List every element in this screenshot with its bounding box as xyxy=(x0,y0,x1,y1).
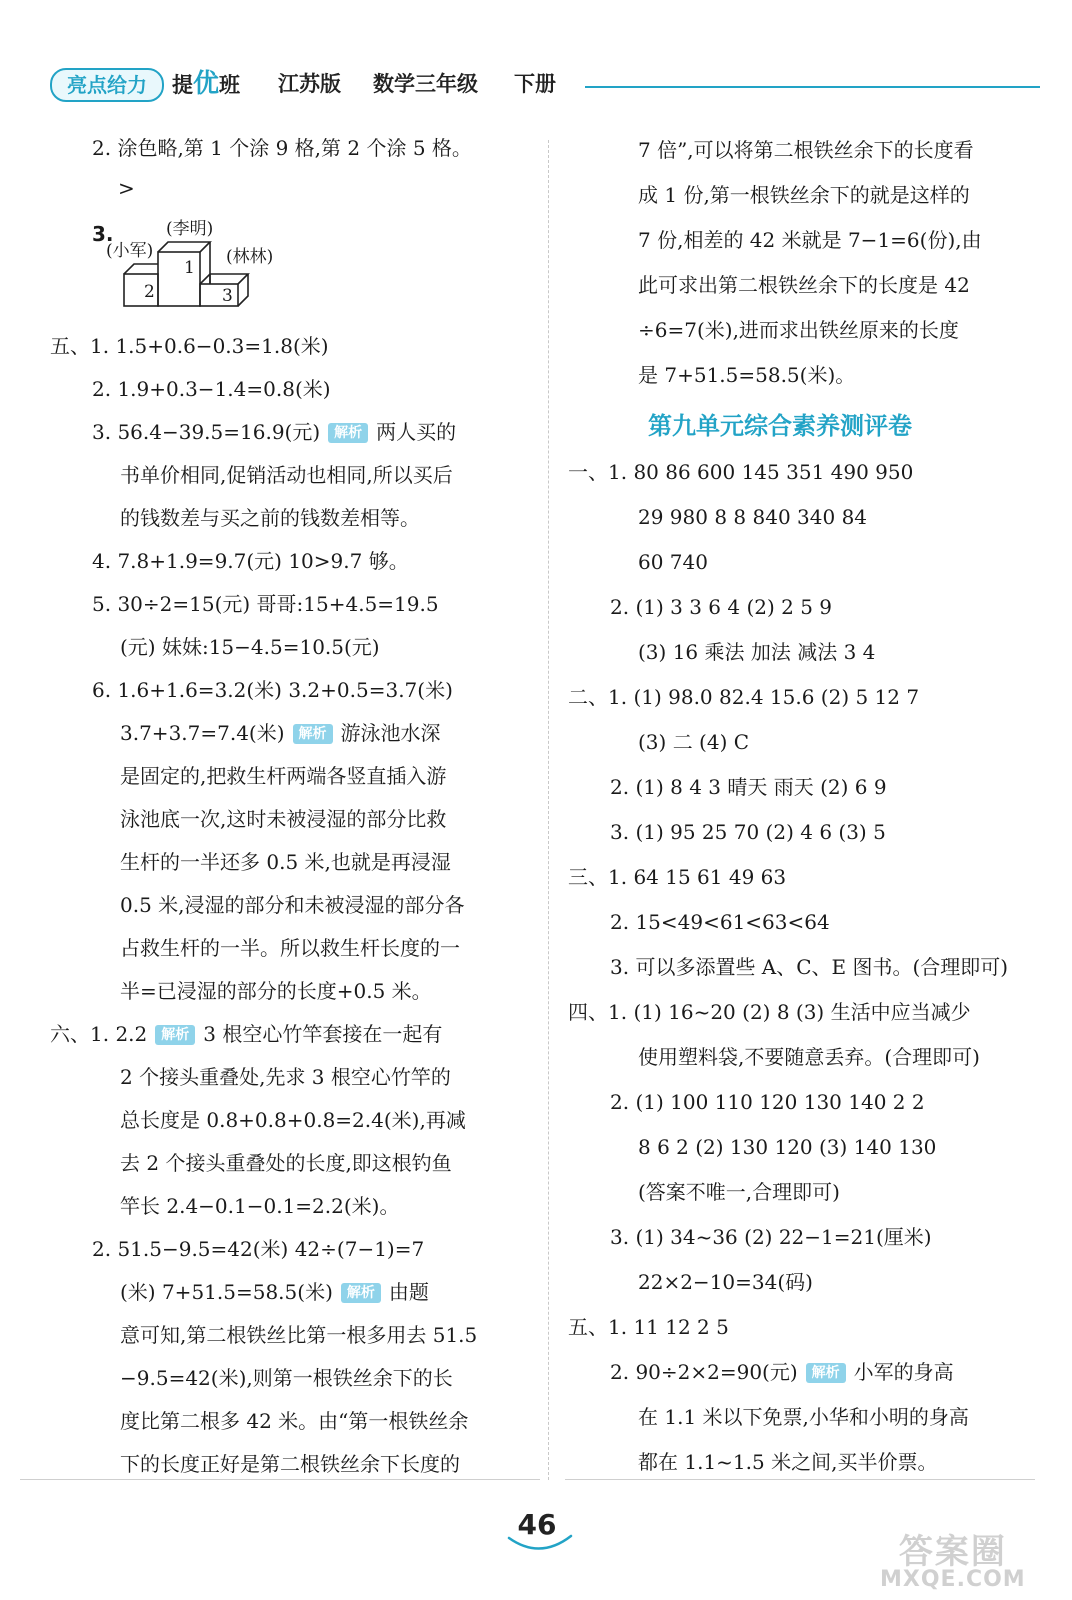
answer-line: (3) 二 (4) C xyxy=(638,730,750,754)
answer-text: 3. 56.4−39.5=16.9(元) xyxy=(92,420,321,444)
answer-number: 3. xyxy=(92,222,114,246)
watermark xyxy=(880,1532,1026,1592)
page-number-swoosh xyxy=(505,1530,575,1558)
answer-line xyxy=(120,719,441,747)
brand-badge: 亮点给力 xyxy=(50,68,164,102)
answer-line: 2. 1.9+0.3−1.4=0.8(米) xyxy=(92,377,331,401)
answer-line: 使用塑料袋,不要随意丢弃。(合理即可) xyxy=(638,1045,980,1069)
answer-line: 2. 15<49<61<63<64 xyxy=(610,910,830,934)
brand-post: 班 xyxy=(219,73,241,97)
podium-label-right: (林林) xyxy=(226,247,274,267)
answer-line: 的钱数差与买之前的钱数差相等。 xyxy=(120,506,420,530)
answer-line: 泳池底一次,这时未被浸湿的部分比救 xyxy=(120,807,447,831)
answer-line: 意可知,第二根铁丝比第一根多用去 51.5 xyxy=(120,1323,478,1347)
header-rule xyxy=(585,86,1040,88)
volume-label: 下册 xyxy=(514,72,556,96)
answer-text: 2. 90÷2×2=90(元) xyxy=(610,1360,798,1384)
analysis-tag: 解析 xyxy=(328,423,368,443)
answer-line xyxy=(92,418,456,446)
answer-line: 2. 涂色略,第 1 个涂 9 格,第 2 个涂 5 格。 xyxy=(92,136,472,160)
answer-line: 总长度是 0.8+0.8+0.8=2.4(米),再减 xyxy=(120,1108,466,1132)
podium-label-top: (李明) xyxy=(166,219,214,239)
answer-line xyxy=(120,1278,429,1306)
answer-text: 六、1. 2.2 xyxy=(50,1022,148,1046)
answer-line xyxy=(50,1020,442,1048)
answer-line: 3. (1) 95 25 70 (2) 4 6 (3) 5 xyxy=(610,820,886,844)
page-header xyxy=(50,66,1040,106)
answer-line: 五、1. 11 12 2 5 xyxy=(568,1315,729,1339)
answer-text: 3.7+3.7=7.4(米) xyxy=(120,721,285,745)
analysis-tag: 解析 xyxy=(806,1363,846,1383)
answer-line xyxy=(610,1358,954,1386)
bottom-rule-left xyxy=(20,1479,540,1480)
answer-line: 8 6 2 (2) 130 120 (3) 140 130 xyxy=(638,1135,937,1159)
answer-line: −9.5=42(米),则第一根铁丝余下的长 xyxy=(120,1366,453,1390)
answer-line: 3. 可以多添置些 A、C、E 图书。(合理即可) xyxy=(610,955,1009,979)
answer-line: 是 7+51.5=58.5(米)。 xyxy=(638,363,856,387)
answer-line: 2. (1) 100 110 120 130 140 2 2 xyxy=(610,1090,925,1114)
answer-text: 3 根空心竹竿套接在一起有 xyxy=(203,1022,443,1046)
answer-line: 4. 7.8+1.9=9.7(元) 10>9.7 够。 xyxy=(92,549,409,573)
brand-mid: 优 xyxy=(193,69,220,99)
answer-text: 小军的身高 xyxy=(853,1360,954,1384)
podium-number-1: 1 xyxy=(184,258,195,278)
analysis-tag: 解析 xyxy=(293,724,333,744)
podium-number-2: 2 xyxy=(144,282,155,302)
answer-line: 都在 1.1~1.5 米之间,买半价票。 xyxy=(638,1450,938,1474)
brand-pre: 提 xyxy=(172,73,193,97)
answer-line: > xyxy=(118,176,135,200)
answer-line: 此可求出第二根铁丝余下的长度是 42 xyxy=(638,273,970,297)
answer-line: 2. (1) 8 4 3 晴天 雨天 (2) 6 9 xyxy=(610,775,887,799)
answer-line: 竿长 2.4−0.1−0.1=2.2(米)。 xyxy=(120,1194,400,1218)
answer-line: 7 倍”,可以将第二根铁丝余下的长度看 xyxy=(638,138,974,162)
subject-label: 数学三年级 xyxy=(373,72,478,96)
watermark-url: MXQE.COM xyxy=(880,1567,1026,1592)
analysis-tag: 解析 xyxy=(155,1025,195,1045)
answer-text: 由题 xyxy=(388,1280,429,1304)
answer-line: 三、1. 64 15 61 49 63 xyxy=(568,865,787,889)
analysis-tag: 解析 xyxy=(341,1283,381,1303)
answer-line: 成 1 份,第一根铁丝余下的就是这样的 xyxy=(638,183,970,207)
answer-line: 五、1. 1.5+0.6−0.3=1.8(米) xyxy=(50,334,329,358)
answer-text: 游泳池水深 xyxy=(340,721,441,745)
answer-line: 3. (1) 34~36 (2) 22−1=21(厘米) xyxy=(610,1225,932,1249)
answer-text: 两人买的 xyxy=(376,420,457,444)
answer-line: 0.5 米,浸湿的部分和未被浸湿的部分各 xyxy=(120,893,465,917)
podium-label-left: (小军) xyxy=(106,241,154,261)
answer-line: 5. 30÷2=15(元) 哥哥:15+4.5=19.5 xyxy=(92,592,439,616)
edition-label: 江苏版 xyxy=(278,72,341,96)
answer-line: ÷6=7(米),进而求出铁丝原来的长度 xyxy=(638,318,959,342)
answer-line: 2. 51.5−9.5=42(米) 42÷(7−1)=7 xyxy=(92,1237,425,1261)
answer-line: 2 个接头重叠处,先求 3 根空心竹竿的 xyxy=(120,1065,451,1089)
answer-line: 是固定的,把救生杆两端各竖直插入游 xyxy=(120,764,447,788)
answer-line: 书单价相同,促销活动也相同,所以买后 xyxy=(120,463,453,487)
answer-line: 占救生杆的一半。所以救生杆长度的一 xyxy=(120,936,460,960)
podium-diagram xyxy=(106,219,314,314)
brand-title xyxy=(172,68,240,101)
answer-line: (3) 16 乘法 加法 减法 3 4 xyxy=(638,640,876,664)
answer-line: 60 740 xyxy=(638,550,708,574)
answer-line: 7 份,相差的 42 米就是 7−1=6(份),由 xyxy=(638,228,982,252)
answer-line: 一、1. 80 86 600 145 351 490 950 xyxy=(568,460,914,484)
section-title: 第九单元综合素养测评卷 xyxy=(648,412,912,440)
watermark-title: 答案圈 xyxy=(898,1532,1007,1572)
answer-line: 2. (1) 3 3 6 4 (2) 2 5 9 xyxy=(610,595,833,619)
answer-line: 下的长度正好是第二根铁丝余下长度的 xyxy=(120,1452,460,1476)
answer-line: (元) 妹妹:15−4.5=10.5(元) xyxy=(120,635,380,659)
answer-text: (米) 7+51.5=58.5(米) xyxy=(120,1280,333,1304)
answer-line: 四、1. (1) 16~20 (2) 8 (3) 生活中应当减少 xyxy=(568,1000,971,1024)
podium-number-3: 3 xyxy=(222,286,233,306)
bottom-rule-right xyxy=(565,1479,1035,1480)
page-number: 46 xyxy=(517,1508,557,1541)
answer-line: 去 2 个接头重叠处的长度,即这根钓鱼 xyxy=(120,1151,452,1175)
answer-line: 二、1. (1) 98.0 82.4 15.6 (2) 5 12 7 xyxy=(568,685,920,709)
answer-line: (答案不唯一,合理即可) xyxy=(638,1180,840,1204)
answer-line: 生杆的一半还多 0.5 米,也就是再浸湿 xyxy=(120,850,451,874)
answer-line: 度比第二根多 42 米。由“第一根铁丝余 xyxy=(120,1409,469,1433)
column-divider xyxy=(548,140,549,1480)
answer-line: 半=已浸湿的部分的长度+0.5 米。 xyxy=(120,979,432,1003)
answer-line: 在 1.1 米以下免票,小华和小明的身高 xyxy=(638,1405,969,1429)
answer-line: 29 980 8 8 840 340 84 xyxy=(638,505,868,529)
answer-line: 22×2−10=34(码) xyxy=(638,1270,813,1294)
answer-line: 6. 1.6+1.6=3.2(米) 3.2+0.5=3.7(米) xyxy=(92,678,453,702)
